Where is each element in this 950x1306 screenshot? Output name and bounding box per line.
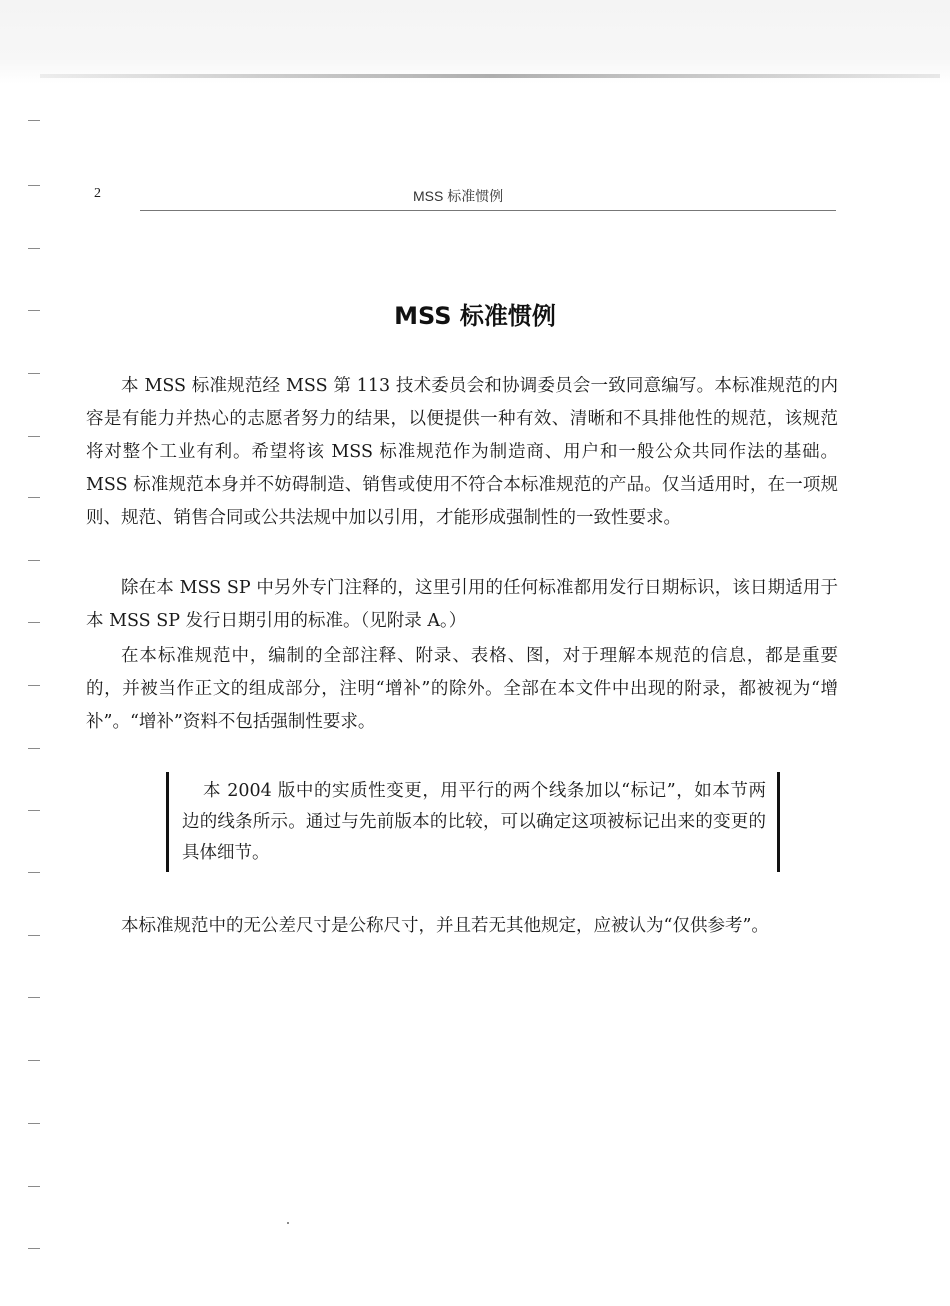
binding-mark [28, 560, 40, 561]
binding-mark [28, 120, 40, 121]
binding-mark [28, 622, 40, 623]
binding-mark [28, 997, 40, 998]
binding-mark [28, 497, 40, 498]
header-rule [140, 210, 836, 211]
paragraph-references: 除在本 MSS SP 中另外专门注释的，这里引用的任何标准都用发行日期标识，该日期适用于本 MSS SP 发行日期引用的标准。（见附录 A。） [86, 578, 838, 631]
page-title: MSS 标准惯例 [394, 302, 556, 331]
binding-mark [28, 810, 40, 811]
binding-mark [28, 436, 40, 437]
binding-mark [28, 685, 40, 686]
binding-edge-marks [28, 100, 42, 1280]
running-header: MSS 标准惯例 [413, 188, 504, 204]
binding-mark [28, 748, 40, 749]
binding-mark [28, 373, 40, 374]
binding-mark [28, 872, 40, 873]
binding-mark [28, 1123, 40, 1124]
paragraph-dimensions: 本标准规范中的无公差尺寸是公称尺寸，并且若无其他规定，应被认为“仅供参考”。 [121, 916, 769, 936]
change-note: 本 2004 版中的实质性变更，用平行的两个线条加以“标记”，如本节两边的线条所示。通过与先前版本的比较，可以确定这项被标记出来的变更的具体细节。 [182, 781, 766, 863]
binding-mark [28, 1248, 40, 1249]
paragraph-annexes: 在本标准规范中，编制的全部注释、附录、表格、图，对于理解本规范的信息，都是重要的，并被当作正文的组成部分，注明“增补”的除外。全部在本文件中出现的附录，都被视为“增补”。“增补”资料不包括强制性要求。 [86, 646, 838, 732]
binding-mark [28, 248, 40, 249]
scan-crease [40, 74, 940, 78]
page-number: 2 [94, 186, 101, 201]
scan-shadow [0, 0, 950, 84]
binding-mark [28, 185, 40, 186]
binding-mark [28, 1060, 40, 1061]
paragraph-intro: 本 MSS 标准规范经 MSS 第 113 技术委员会和协调委员会一致同意编写。本标准规范的内容是有能力并热心的志愿者努力的结果，以便提供一种有效、清晰和不具排他性的规范，该规范将对整个工业有利。希望将该 MSS 标准规范作为制造商、用户和一般公众共同作法的基础。MSS 标准规范本身并不妨碍制造、销售或使用不符合本标准规范的产品。仅当适用时，在一项规则、规范、销售合同或公共法规中加以引用，才能形成强制性的一致性要求。 [86, 376, 838, 528]
binding-mark [28, 1186, 40, 1187]
binding-mark [28, 935, 40, 936]
scan-speck [287, 1222, 289, 1224]
